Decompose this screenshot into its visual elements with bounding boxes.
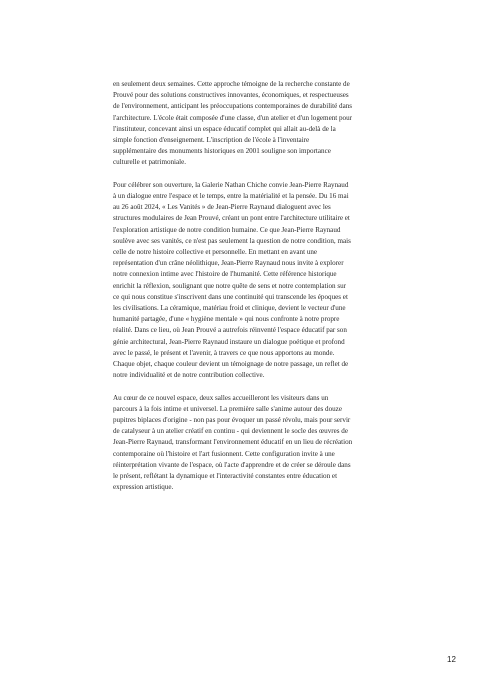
paragraph: Au cœur de ce nouvel espace, deux salles accueilleront les visiteurs dans un parcours à la fois intime et universel. La première salle s'anime autour des douze pupitres biplaces d'origine - non pas pour évoquer un passé révolu, mais pour servir de catalyseur à un atelier créatif en continu - qui deviennent le socle des œuvres de Jean-Pierre Raynaud, transformant l'environnement éducatif en un lieu de récréation contemporaine où l'histoire et l'art fusionnent. Cette configuration invite à une réinterprétation vivante de l'espace, où l'acte d'apprendre et de créer se déroule dans le présent, reflétant la dynamique et l'interactivité constantes entre éducation et expression artistique. bbox=[113, 393, 353, 492]
paragraph: en seulement deux semaines. Cette approche témoigne de la recherche constante de Prouvé pour des solutions constructives innovantes, économiques, et respectueuses de l'environnement, anticipant les préoccupations contemporaines de durabilité dans l'architecture. L'école était composée d'une classe, d'un atelier et d'un logement pour l'instituteur, concevant ainsi un espace éducatif complet qui allait au-delà de la simple fonction d'enseignement. L'inscription de l'école à l'inventaire supplémentaire des monuments historiques en 2001 souligne son importance culturelle et patrimoniale. bbox=[113, 80, 353, 167]
body-text bbox=[113, 79, 353, 493]
page-number: 12 bbox=[447, 655, 456, 664]
paragraph: Pour célébrer son ouverture, la Galerie Nathan Chiche convie Jean-Pierre Raynaud à un dialogue entre l'espace et le temps, entre la matérialité et la pensée. Du 16 mai au 26 août 2024, « Les Vanités » de Jean-Pierre Raynaud dialoguent avec les structures modulaires de Jean Prouvé, créant un pont entre l'architecture utilitaire et l'exploration artistique de notre condition humaine. Ce que Jean-Pierre Raynaud soulève avec ses vanités, ce n'est pas seulement la question de notre condition, mais celle de notre histoire collective et personnelle. En mettant en avant une représentation d'un crâne néolithique, Jean-Pierre Raynaud nous invite à explorer notre connexion intime avec l'histoire de l'humanité. Cette référence historique enrichit la réflexion, soulignant que notre quête de sens et notre contemplation sur ce qui nous constitue s'inscrivent dans une continuité qui transcende les époques et les civilisations. La céramique, matériau froid et clinique, devient le vecteur d'une humanité partagée, d'une « hygiène mentale » qui nous confronte à notre propre réalité. Dans ce lieu, où Jean Prouvé a autrefois réinventé l'espace éducatif par son génie architectural, Jean-Pierre Raynaud instaure un dialogue poétique et profond avec le passé, le présent et l'avenir, à travers ce que nous apportons au monde. Chaque objet, chaque couleur devient un témoignage de notre passage, un reflet de notre individualité et de notre contribution collective. bbox=[113, 180, 351, 380]
